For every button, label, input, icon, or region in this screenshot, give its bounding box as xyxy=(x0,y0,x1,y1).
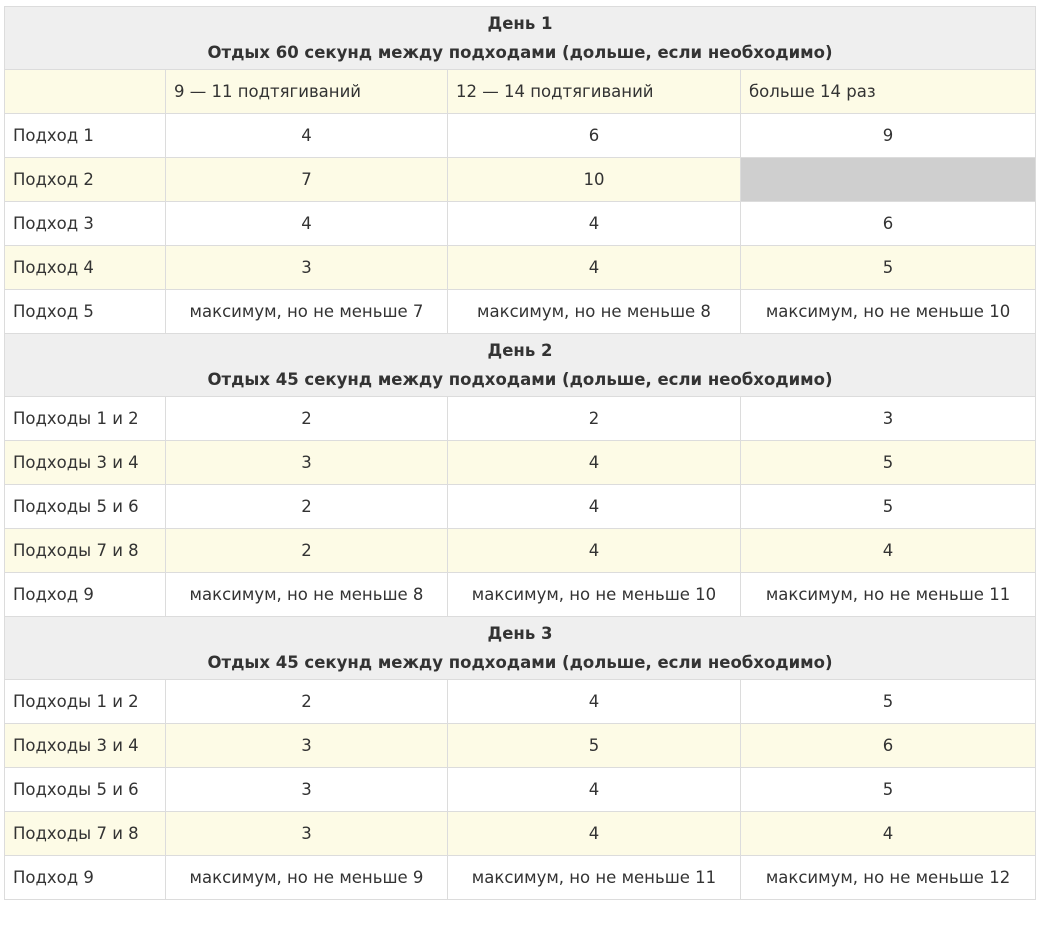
row-label: Подход 1 xyxy=(5,114,166,158)
table-row xyxy=(5,246,1036,290)
cell-value: 2 xyxy=(448,397,741,441)
cell-value: 2 xyxy=(166,680,448,724)
cell-value: 4 xyxy=(448,680,741,724)
day-title: День 1 xyxy=(487,14,553,33)
cell-value: максимум, но не меньше 9 xyxy=(166,856,448,900)
table-row xyxy=(5,158,1036,202)
column-header-empty xyxy=(5,70,166,114)
day-subtitle: Отдых 45 секунд между подходами (дольше, если необходимо) xyxy=(207,370,833,389)
cell-value: 5 xyxy=(741,680,1036,724)
row-label: Подходы 1 и 2 xyxy=(5,397,166,441)
table-row xyxy=(5,680,1036,724)
cell-value: 4 xyxy=(448,202,741,246)
row-label: Подходы 3 и 4 xyxy=(5,724,166,768)
column-header-9-11: 9 — 11 подтягиваний xyxy=(166,70,448,114)
row-label: Подход 9 xyxy=(5,856,166,900)
row-label: Подходы 3 и 4 xyxy=(5,441,166,485)
cell-value: 3 xyxy=(166,812,448,856)
row-label: Подходы 7 и 8 xyxy=(5,529,166,573)
table-row xyxy=(5,485,1036,529)
cell-value: максимум, но не меньше 10 xyxy=(741,290,1036,334)
table-row xyxy=(5,529,1036,573)
cell-value: 3 xyxy=(166,768,448,812)
column-header-over-14: больше 14 раз xyxy=(741,70,1036,114)
day-subtitle: Отдых 45 секунд между подходами (дольше, если необходимо) xyxy=(207,653,833,672)
row-label: Подход 4 xyxy=(5,246,166,290)
cell-value: 6 xyxy=(741,724,1036,768)
cell-value: 4 xyxy=(448,812,741,856)
cell-value: 3 xyxy=(166,724,448,768)
table-row xyxy=(5,397,1036,441)
empty-cell xyxy=(741,158,1036,202)
table-row xyxy=(5,114,1036,158)
cell-value: 5 xyxy=(741,441,1036,485)
table-row xyxy=(5,202,1036,246)
row-label: Подход 5 xyxy=(5,290,166,334)
table-row xyxy=(5,812,1036,856)
column-header-12-14: 12 — 14 подтягиваний xyxy=(448,70,741,114)
cell-value: 4 xyxy=(448,246,741,290)
day-subtitle: Отдых 60 секунд между подходами (дольше, если необходимо) xyxy=(207,43,833,62)
cell-value: 4 xyxy=(166,114,448,158)
cell-value: 3 xyxy=(741,397,1036,441)
cell-value: 5 xyxy=(741,485,1036,529)
cell-value: максимум, но не меньше 8 xyxy=(448,290,741,334)
cell-value: 2 xyxy=(166,485,448,529)
cell-value: 3 xyxy=(166,441,448,485)
row-label: Подход 9 xyxy=(5,573,166,617)
cell-value: 4 xyxy=(448,441,741,485)
cell-value: 4 xyxy=(741,529,1036,573)
table-row xyxy=(5,573,1036,617)
day-header-2 xyxy=(5,334,1036,397)
cell-value: 5 xyxy=(448,724,741,768)
table-row xyxy=(5,768,1036,812)
table-row xyxy=(5,856,1036,900)
cell-value: 4 xyxy=(448,768,741,812)
row-label: Подходы 5 и 6 xyxy=(5,485,166,529)
table-row xyxy=(5,290,1036,334)
cell-value: 4 xyxy=(448,529,741,573)
cell-value: 9 xyxy=(741,114,1036,158)
cell-value: 3 xyxy=(166,246,448,290)
cell-value: максимум, но не меньше 12 xyxy=(741,856,1036,900)
cell-value: 2 xyxy=(166,397,448,441)
cell-value: максимум, но не меньше 10 xyxy=(448,573,741,617)
cell-value: 10 xyxy=(448,158,741,202)
cell-value: максимум, но не меньше 7 xyxy=(166,290,448,334)
row-label: Подходы 1 и 2 xyxy=(5,680,166,724)
cell-value: 6 xyxy=(448,114,741,158)
day-title: День 2 xyxy=(487,341,553,360)
row-label: Подход 2 xyxy=(5,158,166,202)
day-header-1 xyxy=(5,7,1036,70)
cell-value: 4 xyxy=(166,202,448,246)
cell-value: 5 xyxy=(741,246,1036,290)
day-title: День 3 xyxy=(487,624,553,643)
day-header-3 xyxy=(5,617,1036,680)
cell-value: 2 xyxy=(166,529,448,573)
table-row xyxy=(5,724,1036,768)
workout-table xyxy=(4,6,1036,900)
cell-value: 4 xyxy=(741,812,1036,856)
cell-value: 6 xyxy=(741,202,1036,246)
row-label: Подход 3 xyxy=(5,202,166,246)
cell-value: 5 xyxy=(741,768,1036,812)
cell-value: 7 xyxy=(166,158,448,202)
row-label: Подходы 5 и 6 xyxy=(5,768,166,812)
cell-value: максимум, но не меньше 8 xyxy=(166,573,448,617)
cell-value: 4 xyxy=(448,485,741,529)
table-row xyxy=(5,441,1036,485)
cell-value: максимум, но не меньше 11 xyxy=(448,856,741,900)
cell-value: максимум, но не меньше 11 xyxy=(741,573,1036,617)
row-label: Подходы 7 и 8 xyxy=(5,812,166,856)
